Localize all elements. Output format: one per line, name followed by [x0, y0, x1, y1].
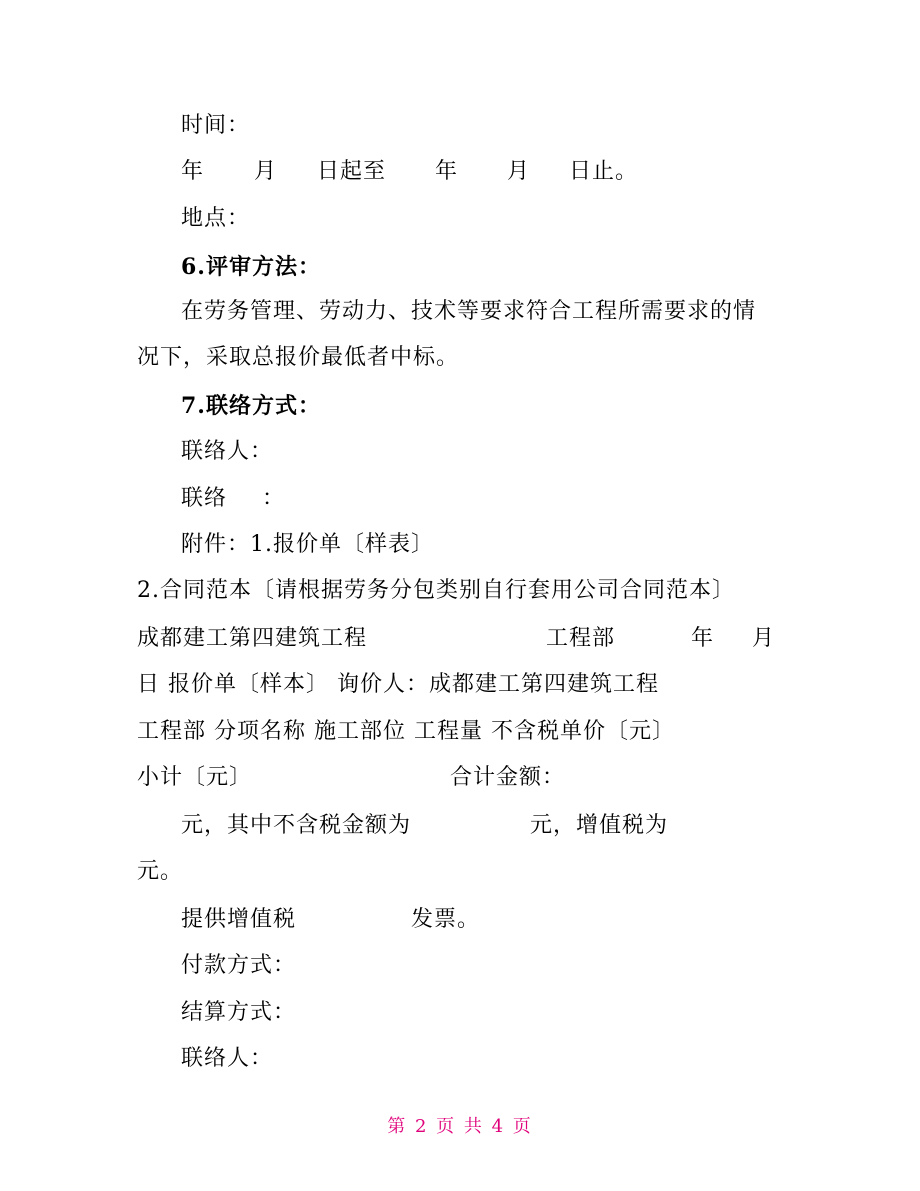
quote-line: 日 报价单〔样本〕 询价人：成都建工第四建筑工程	[137, 672, 659, 697]
subtotal-line	[0, 765, 920, 791]
settlement-label: 结算方式：	[181, 1000, 297, 1025]
payment-label: 付款方式：	[181, 953, 297, 978]
company-year: 年	[691, 626, 715, 651]
contact-phone-colon: ：	[262, 486, 286, 511]
date-year-end: 年	[435, 159, 459, 184]
tax-line-end: 元。	[137, 859, 184, 884]
tax-line	[0, 813, 920, 839]
subtotal-label: 小计〔元〕	[137, 765, 253, 790]
company-name: 成都建工第四建筑工程	[137, 626, 368, 651]
date-month-end: 月	[507, 159, 531, 184]
date-month-start: 月	[254, 159, 278, 184]
table-header-line: 工程部 分项名称 施工部位 工程量 不含税单价〔元〕	[137, 719, 675, 744]
contact-person-label-2: 联络人：	[181, 1046, 274, 1071]
place-label: 地点：	[181, 206, 251, 231]
section6-title: 6.评审方法：	[181, 254, 321, 280]
total-amount-label: 合计金额：	[450, 765, 566, 790]
tax-line-part2: 元，增值税为	[530, 813, 669, 838]
contact-phone-label: 联络	[181, 486, 228, 511]
contact-phone-line	[0, 486, 920, 512]
company-month: 月	[752, 626, 776, 651]
section6-line1: 在劳务管理、劳动力、技术等要求符合工程所需要求的情	[181, 299, 757, 324]
time-label: 时间：	[181, 113, 251, 138]
date-day-start: 日起至	[317, 159, 387, 184]
tax-line-part1: 元，其中不含税金额为	[181, 813, 412, 838]
section7-title: 7.联络方式：	[181, 393, 321, 419]
invoice-line	[0, 907, 920, 933]
section6-line2: 况下，采取总报价最低者中标。	[137, 345, 460, 370]
invoice-line-part1: 提供增值税	[181, 907, 297, 932]
attachment-2: 2.合同范本〔请根据劳务分包类别自行套用公司合同范本〕	[137, 578, 735, 603]
date-range-line	[0, 159, 920, 185]
date-year-start: 年	[181, 159, 205, 184]
page-number-footer: 第 2 页 共 4 页	[387, 1116, 533, 1137]
company-line	[0, 626, 920, 652]
attachment-1: 附件：1.报价单〔样表〕	[181, 532, 434, 557]
invoice-line-part2: 发票。	[411, 907, 481, 932]
date-day-end: 日止。	[569, 159, 639, 184]
company-dept: 工程部	[546, 626, 616, 651]
contact-person-label: 联络人：	[181, 439, 274, 464]
